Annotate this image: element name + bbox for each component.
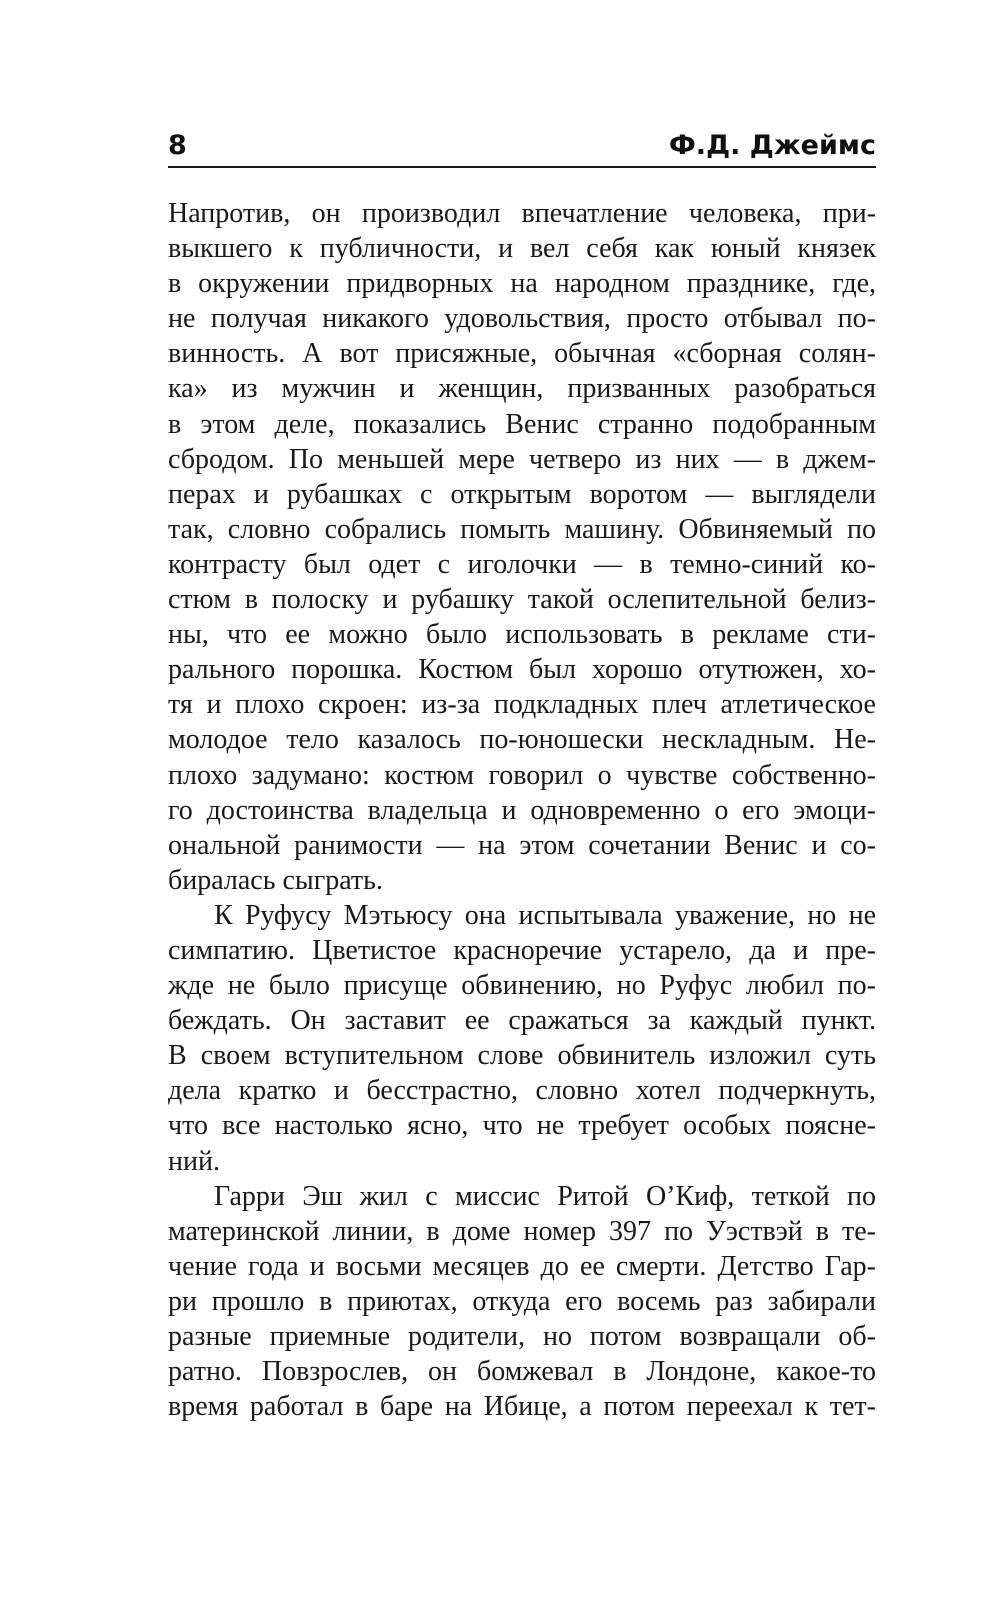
text-line: К Руфусу Мэтьюсу она испытывала уважение, но не [214,899,876,931]
text-line: в окружении придворных на народном празднике, где, [168,268,876,300]
text-line: разные приемные родители, но потом возвращали об- [168,1321,876,1352]
text-line: беждать. Он заставит ее сражаться за каждый пункт. [168,1005,876,1037]
text-line: ны, что ее можно было использовать в рекламе сти- [168,619,876,651]
text-line: ний. [168,1145,220,1177]
text-line: тя и плохо скроен: из-за подкладных плеч атлетическое [168,689,876,721]
text-line: выкшего к публичности, и вел себя как юный князек [168,233,876,265]
paragraph-2 [168,898,876,1179]
paragraph-3 [168,1179,876,1425]
running-head-author: Ф.Д. Джеймс [669,130,876,161]
text-line: материнской линии, в доме номер 397 по Уэствэй в те- [168,1215,876,1247]
text-line: сбродом. По меньшей мере четверо из них — в джем- [168,443,876,475]
text-line: в этом деле, показались Венис странно подобранным [168,408,876,440]
text-line: контрасту был одет с иголочки — в темно-синий ко- [168,548,876,580]
text-line: стюм в полоску и рубашку такой ослепительной белиз- [168,584,876,616]
text-line: Напротив, он производил впечатление человека, при- [168,198,876,229]
paragraph-1 [168,196,876,898]
text-line: молодое тело казалось по-юношески нескладным. Не- [168,724,876,756]
text-line: рального порошка. Костюм был хорошо отутюжен, хо- [168,654,876,686]
text-line: дела кратко и бесстрастно, словно хотел подчеркнуть, [168,1075,876,1107]
text-line: ри прошло в приютах, откуда его восемь раз забирали [168,1285,876,1317]
text-line: биралась сыграть. [168,864,383,896]
text-line: винность. А вот присяжные, обычная «сборная солян- [168,338,876,370]
running-head [168,126,876,168]
text-line: ратно. Повзрослев, он бомжевал в Лондоне, какое-то [168,1356,876,1388]
body-text [168,196,876,1424]
text-line: В своем вступительном слове обвинитель изложил суть [168,1040,876,1072]
text-line: симпатию. Цветистое красноречие устарело, да и пре- [168,934,876,966]
text-line: чение года и восьми месяцев до ее смерти. Детство Гар- [168,1250,876,1282]
text-line: го достоинства владельца и одновременно о его эмоци- [168,794,876,826]
text-line: так, словно собрались помыть машину. Обвиняемый по [168,513,876,545]
text-line: жде не было присуще обвинению, но Руфус любил по- [168,970,876,1002]
text-line: ка» из мужчин и женщин, призванных разобраться [168,373,876,405]
page-number: 8 [168,130,187,161]
text-line: не получая никакого удовольствия, просто отбывал по- [168,303,876,335]
text-line: Гарри Эш жил с миссис Ритой О’Киф, теткой по [214,1180,876,1212]
text-line: что все настолько ясно, что не требует особых поясне- [168,1110,876,1142]
text-line: перах и рубашках с открытым воротом — выглядели [168,478,876,510]
text-line: время работал в баре на Ибице, а потом переехал к тет- [168,1391,876,1423]
text-line: плохо задумано: костюм говорил о чувстве собственно- [168,759,876,791]
text-line: ональной ранимости — на этом сочетании Венис и со- [168,829,876,861]
